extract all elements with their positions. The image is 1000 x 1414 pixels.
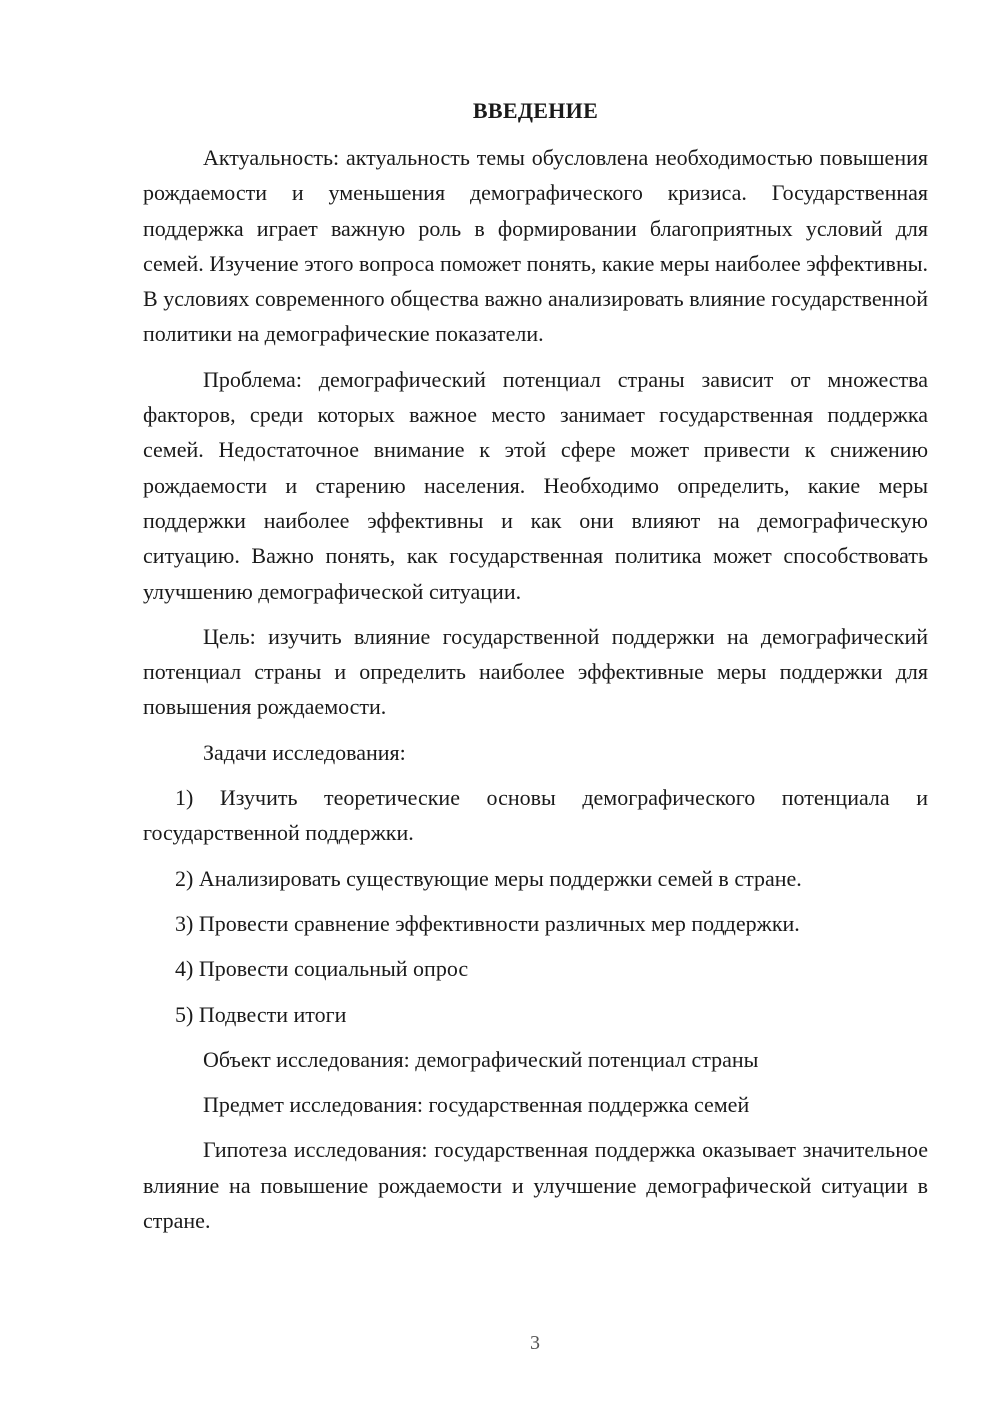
relevance-paragraph: Актуальность: актуальность темы обусловлена необходимостью повышения рождаемости и уменьшения демографического кризиса. Государственная поддержка играет важную роль в формировании благоприятных условий для семей. Изучение этого вопроса поможет понять, какие меры наиболее эффективны. В условиях современного общества важно анализировать влияние государственной политики на демографические показатели.: [143, 145, 928, 347]
task-item-1: 1) Изучить теоретические основы демографического потенциала и государственной поддержки.: [143, 785, 928, 846]
task-item-3: 3) Провести сравнение эффективности различных мер поддержки.: [175, 910, 800, 936]
task-item-5: 5) Подвести итоги: [175, 1001, 347, 1027]
problem-paragraph: Проблема: демографический потенциал страны зависит от множества факторов, среди которых важное место занимает государственная поддержка семей. Недостаточное внимание к этой сфере может привести к снижению рождаемости и старению населения. Необходимо определить, какие меры поддержки наиболее эффективны и как они влияют на демографическую ситуацию. Важно понять, как государственная политика может способствовать улучшению демографической ситуации.: [143, 366, 928, 604]
research-object: Объект исследования: демографический потенциал страны: [203, 1046, 759, 1072]
task-item-2: 2) Анализировать существующие меры поддержки семей в стране.: [175, 865, 802, 891]
page-title: ВВЕДЕНИЕ: [472, 98, 599, 123]
research-subject: Предмет исследования: государственная поддержка семей: [203, 1092, 750, 1118]
research-hypothesis: Гипотеза исследования: государственная поддержка оказывает значительное влияние на повышение рождаемости и улучшение демографической ситуации в стране.: [143, 1137, 928, 1234]
goal-paragraph: Цель: изучить влияние государственной поддержки на демографический потенциал страны и определить наиболее эффективные меры поддержки для повышения рождаемости.: [143, 623, 928, 720]
task-item-4: 4) Провести социальный опрос: [175, 956, 469, 982]
page-number: 3: [530, 1332, 540, 1354]
tasks-heading: Задачи исследования:: [203, 739, 406, 765]
page-content: [143, 96, 928, 1238]
